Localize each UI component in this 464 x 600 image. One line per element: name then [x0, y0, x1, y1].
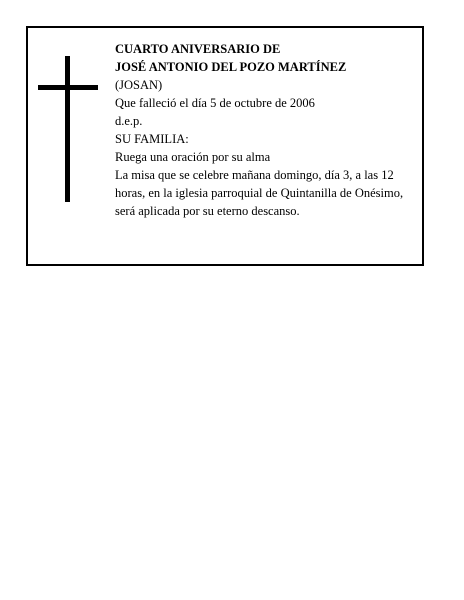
cross-icon — [38, 56, 98, 202]
deceased-nickname: (JOSAN) — [115, 78, 163, 92]
deceased-name: JOSÉ ANTONIO DEL POZO MARTÍNEZ — [115, 60, 347, 74]
mass-announcement: La misa que se celebre mañana domingo, día 3, a las 12 horas, en la iglesia parroquial de Quintanilla de Onésimo, será aplicada por su eterno descanso. — [115, 168, 404, 218]
family-label: SU FAMILIA: — [115, 132, 189, 146]
obituary-notice — [26, 26, 424, 266]
prayer-request: Ruega una oración por su alma — [115, 150, 271, 164]
death-date-line: Que falleció el día 5 de octubre de 2006 — [115, 96, 315, 110]
rip-line: d.e.p. — [115, 114, 143, 128]
heading-line-1: CUARTO ANIVERSARIO DE — [115, 42, 281, 56]
cross-horizontal-bar — [38, 85, 98, 90]
notice-text — [115, 40, 421, 220]
cross-vertical-bar — [65, 56, 70, 202]
